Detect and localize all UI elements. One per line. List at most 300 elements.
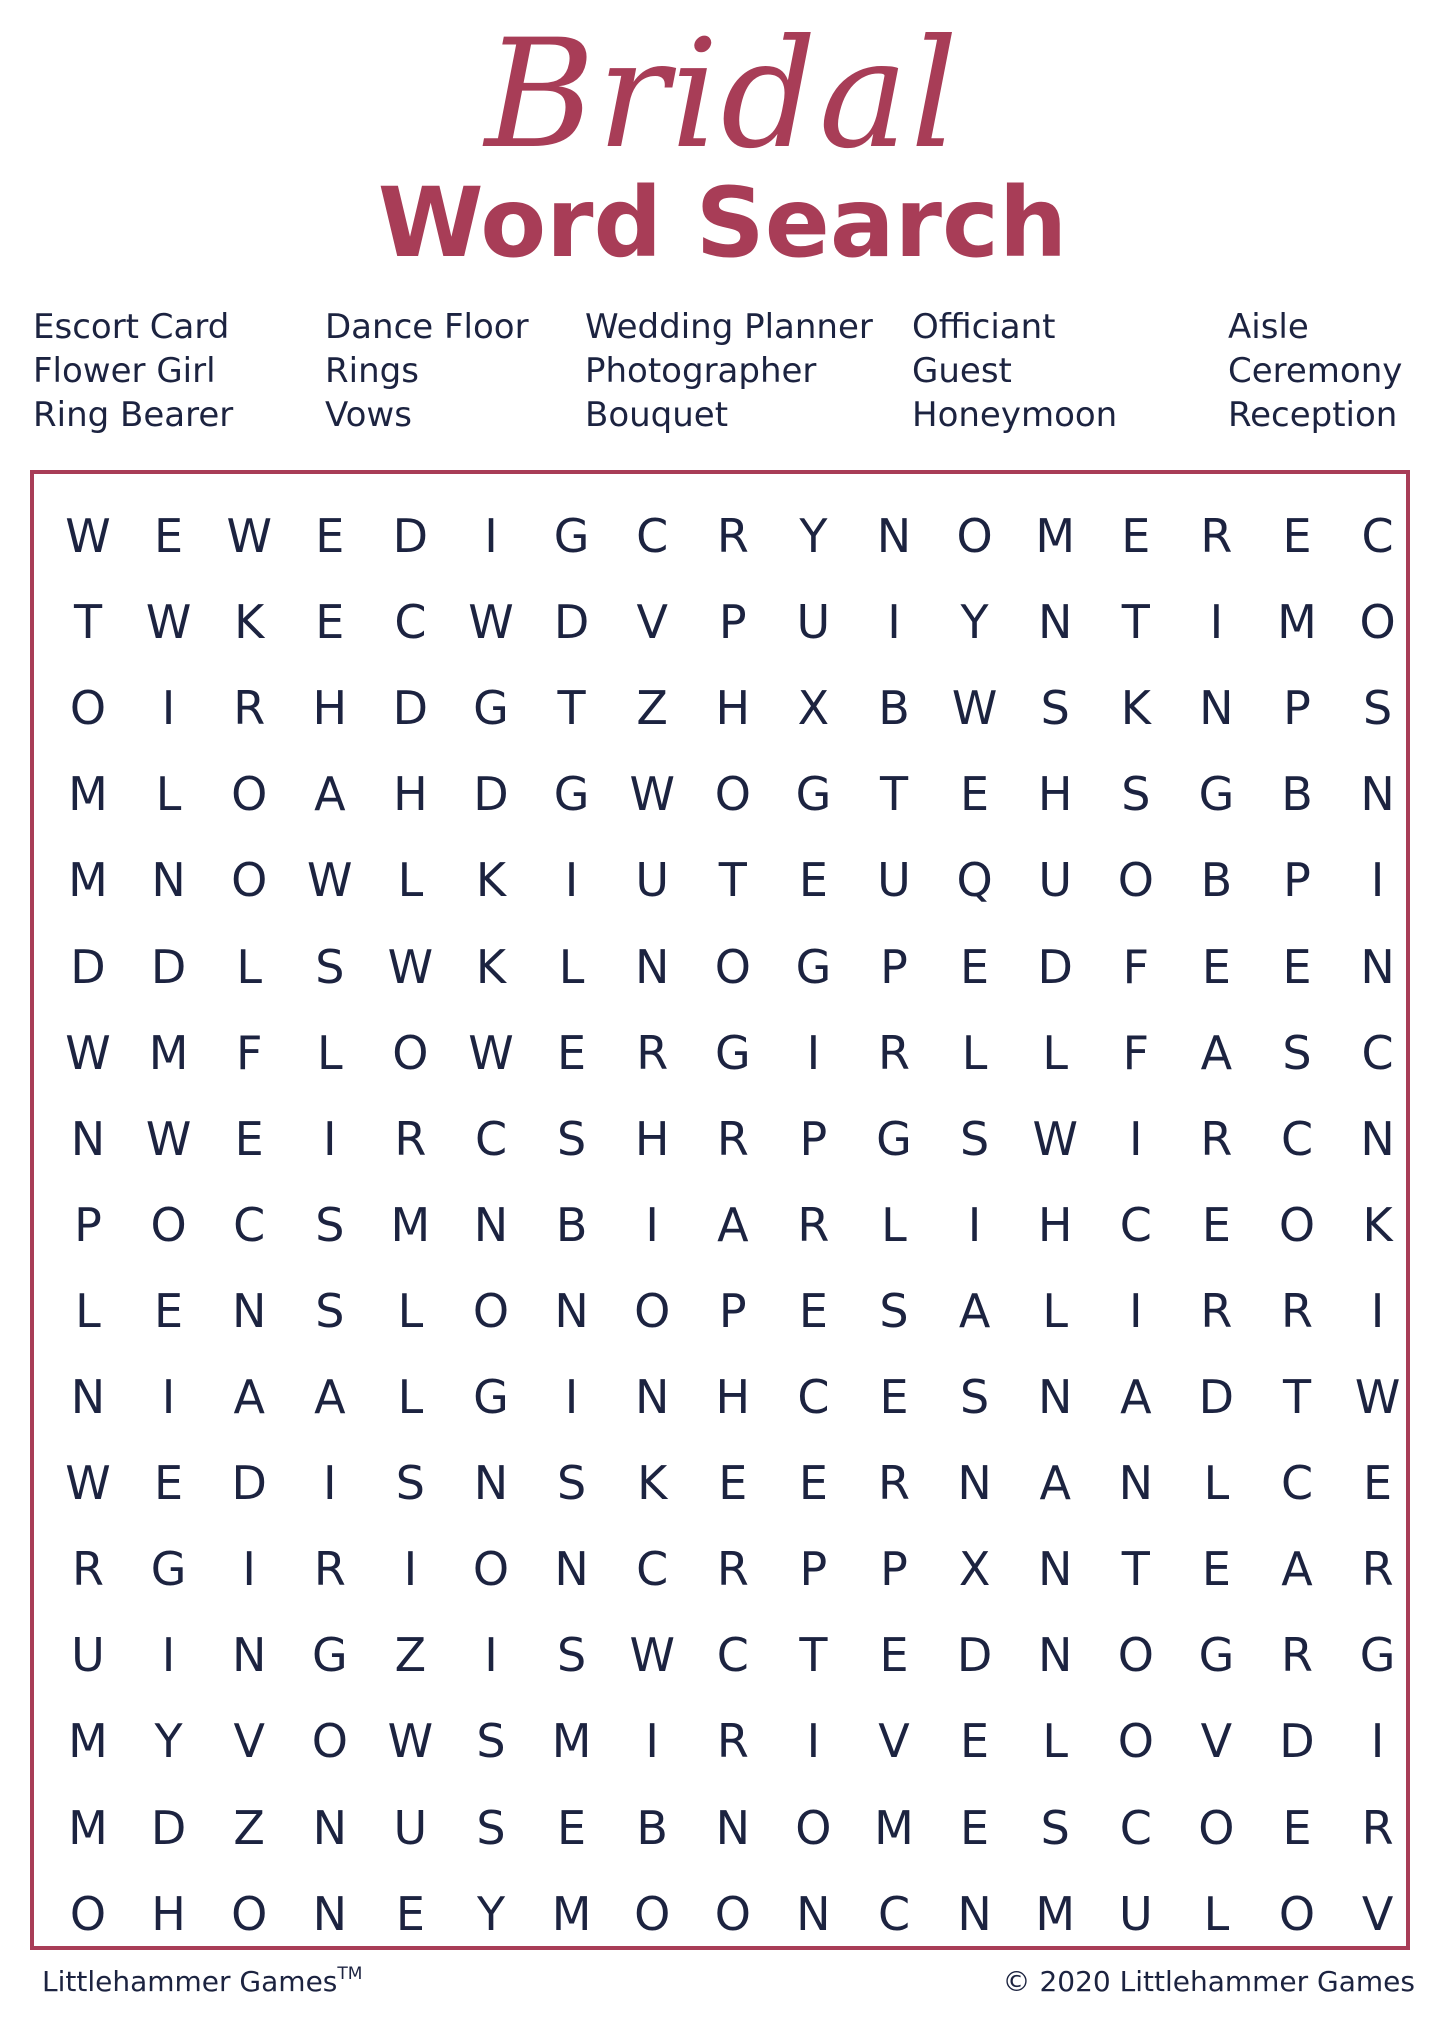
grid-cell[interactable]: I <box>161 1628 176 1683</box>
puzzle-frame <box>30 470 1410 1950</box>
grid-cell[interactable]: O <box>634 1886 671 1941</box>
grid-cell[interactable]: X <box>797 681 830 736</box>
grid-cell[interactable]: O <box>714 767 751 822</box>
grid-cell[interactable]: W <box>387 1714 434 1769</box>
grid-cell[interactable]: Z <box>233 1800 265 1855</box>
grid-cell[interactable]: N <box>231 1628 267 1683</box>
word-list <box>0 305 1445 445</box>
grid-cell[interactable]: P <box>799 1111 828 1166</box>
grid-cell[interactable]: L <box>1203 1456 1230 1511</box>
word-item: Reception <box>1228 395 1398 435</box>
grid-cell[interactable]: N <box>715 1800 750 1855</box>
word-item: Wedding Planner <box>585 307 873 347</box>
grid-cell[interactable]: N <box>151 853 186 908</box>
grid-cell[interactable]: T <box>1121 1542 1150 1597</box>
grid-cell[interactable]: W <box>1354 1370 1401 1424</box>
grid-cell[interactable]: H <box>715 681 751 736</box>
grid-cell[interactable]: Y <box>799 509 828 563</box>
grid-cell[interactable]: R <box>72 1542 104 1597</box>
grid-cell[interactable]: P <box>718 1283 747 1338</box>
grid-cell[interactable]: E <box>315 509 345 563</box>
grid-cell[interactable]: M <box>148 1025 189 1080</box>
grid-cell[interactable]: R <box>636 1025 669 1080</box>
grid-cell[interactable]: G <box>795 767 832 822</box>
grid-cell[interactable]: R <box>1200 1111 1233 1166</box>
grid-cell[interactable]: D <box>392 681 429 736</box>
grid-cell[interactable]: L <box>316 1025 343 1080</box>
grid-cell[interactable]: W <box>468 595 514 650</box>
grid-cell[interactable]: L <box>75 1283 101 1338</box>
grid-cell[interactable]: P <box>1283 681 1311 736</box>
grid-cell[interactable]: M <box>874 1800 914 1855</box>
grid-cell[interactable]: R <box>1200 1283 1233 1338</box>
grid-cell[interactable]: L <box>155 767 182 822</box>
grid-cell[interactable]: G <box>1359 1628 1396 1683</box>
grid-cell[interactable]: Z <box>636 681 668 736</box>
grid-cell[interactable]: D <box>956 1628 993 1683</box>
grid-cell[interactable]: I <box>484 1628 498 1683</box>
grid-cell[interactable]: N <box>312 1800 347 1855</box>
grid-cell[interactable]: N <box>473 1456 509 1511</box>
grid-cell[interactable]: S <box>1040 681 1070 736</box>
grid-cell[interactable]: M <box>1277 595 1317 650</box>
grid-cell[interactable]: O <box>1198 1800 1235 1855</box>
grid-cell[interactable]: D <box>473 767 509 822</box>
grid-cell[interactable]: R <box>716 1714 749 1769</box>
grid-cell[interactable]: K <box>1362 1197 1393 1252</box>
grid-cell[interactable]: M <box>390 1197 431 1252</box>
grid-cell[interactable]: B <box>878 681 910 736</box>
page-title: Word Search <box>377 167 1068 279</box>
grid-cell[interactable]: N <box>634 939 670 994</box>
grid-cell[interactable]: I <box>645 1714 659 1769</box>
grid-cell[interactable]: O <box>69 1886 107 1941</box>
grid-cell[interactable]: R <box>1361 1542 1394 1597</box>
grid-cell[interactable]: I <box>806 1714 821 1769</box>
grid-cell[interactable]: I <box>323 1111 337 1166</box>
grid-cell[interactable]: E <box>1282 509 1312 563</box>
grid-cell[interactable]: O <box>714 1886 751 1941</box>
grid-cell[interactable]: E <box>154 509 184 563</box>
grid-cell[interactable]: E <box>1363 1456 1393 1511</box>
grid-cell[interactable]: O <box>1278 1886 1316 1941</box>
grid-cell[interactable]: I <box>161 681 176 736</box>
grid-cell[interactable]: T <box>1121 595 1150 650</box>
grid-cell[interactable]: R <box>1281 1628 1313 1683</box>
grid-cell[interactable]: U <box>1038 853 1073 908</box>
grid-cell[interactable]: O <box>634 1283 671 1338</box>
grid-cell[interactable]: V <box>636 595 668 650</box>
grid-cell[interactable]: N <box>1360 1111 1395 1166</box>
grid-cell[interactable]: A <box>958 1283 991 1338</box>
grid-cell[interactable]: R <box>233 681 266 736</box>
grid-cell[interactable]: C <box>636 509 669 563</box>
grid-cell[interactable]: M <box>551 1714 592 1769</box>
grid-cell[interactable]: W <box>145 1111 192 1166</box>
grid-cell[interactable]: O <box>795 1800 832 1855</box>
grid-cell[interactable]: I <box>1370 1714 1385 1769</box>
grid-cell[interactable]: S <box>1040 1800 1070 1855</box>
grid-cell[interactable]: K <box>637 1456 668 1511</box>
grid-cell[interactable]: C <box>394 595 427 650</box>
grid-cell[interactable]: E <box>960 1714 990 1769</box>
grid-cell[interactable]: K <box>234 595 265 650</box>
script-title: Bridal <box>484 8 961 182</box>
grid-cell[interactable]: H <box>393 767 428 822</box>
grid-cell[interactable]: H <box>151 1886 186 1941</box>
grid-cell[interactable]: P <box>880 1542 908 1597</box>
grid-cell[interactable]: K <box>475 853 507 908</box>
grid-cell[interactable]: W <box>65 1025 111 1080</box>
grid-cell[interactable]: L <box>1042 1283 1068 1338</box>
grid-cell[interactable]: P <box>74 1197 102 1252</box>
grid-cell[interactable]: D <box>70 939 106 994</box>
grid-cell[interactable]: I <box>806 1025 821 1080</box>
grid-cell[interactable]: E <box>798 853 828 908</box>
grid-cell[interactable]: C <box>1280 1111 1314 1166</box>
grid-cell[interactable]: S <box>959 1370 990 1424</box>
grid-cell[interactable]: S <box>556 1111 587 1166</box>
grid-cell[interactable]: I <box>1129 1283 1143 1338</box>
grid-cell[interactable]: E <box>1201 1197 1231 1252</box>
grid-cell[interactable]: M <box>1035 1886 1076 1941</box>
grid-cell[interactable]: C <box>797 1370 830 1424</box>
grid-cell[interactable]: N <box>1037 1370 1073 1424</box>
grid-cell[interactable]: A <box>1120 1370 1152 1424</box>
grid-cell[interactable]: X <box>958 1542 991 1597</box>
grid-cell[interactable]: W <box>1032 1111 1078 1166</box>
grid-cell[interactable]: W <box>307 853 353 908</box>
grid-cell[interactable]: G <box>553 509 590 563</box>
grid-cell[interactable]: C <box>877 1886 911 1941</box>
grid-cell[interactable]: O <box>1117 1628 1154 1683</box>
grid-cell[interactable]: O <box>472 1542 510 1597</box>
grid-cell[interactable]: C <box>1119 1197 1152 1252</box>
grid-cell[interactable]: E <box>1201 939 1231 994</box>
grid-cell[interactable]: S <box>315 939 345 994</box>
grid-cell[interactable]: R <box>797 1197 830 1252</box>
grid-cell[interactable]: I <box>1370 853 1385 908</box>
grid-cell[interactable]: U <box>877 853 911 908</box>
grid-cell[interactable]: C <box>716 1628 749 1683</box>
grid-cell[interactable]: O <box>231 853 268 908</box>
grid-cell[interactable]: T <box>73 595 103 650</box>
grid-cell[interactable]: M <box>68 1800 108 1855</box>
grid-cell[interactable]: N <box>70 1370 106 1424</box>
grid-cell[interactable]: E <box>557 1800 587 1855</box>
grid-cell[interactable]: L <box>961 1025 988 1080</box>
grid-cell[interactable]: A <box>314 1370 346 1424</box>
grid-cell[interactable]: C <box>1119 1800 1152 1855</box>
grid-cell[interactable]: I <box>564 853 579 908</box>
grid-cell[interactable]: U <box>71 1628 105 1683</box>
grid-cell[interactable]: E <box>315 595 345 650</box>
grid-cell[interactable]: W <box>145 595 192 650</box>
grid-cell[interactable]: S <box>476 1800 506 1855</box>
grid-cell[interactable]: N <box>231 1283 267 1338</box>
grid-cell[interactable]: O <box>1359 595 1396 650</box>
grid-cell[interactable]: T <box>799 1628 828 1683</box>
grid-cell[interactable]: U <box>796 595 831 650</box>
grid-cell[interactable]: F <box>235 1025 263 1080</box>
grid-cell[interactable]: A <box>233 1370 265 1424</box>
grid-cell[interactable]: T <box>1282 1370 1312 1424</box>
grid-cell[interactable]: E <box>234 1111 264 1166</box>
grid-cell[interactable]: V <box>1200 1714 1233 1769</box>
grid-cell[interactable]: W <box>951 681 998 736</box>
grid-cell[interactable]: G <box>1198 767 1235 822</box>
grid-cell[interactable]: G <box>553 767 590 822</box>
grid-cell[interactable]: M <box>68 853 108 908</box>
grid-cell[interactable]: O <box>231 767 268 822</box>
grid-cell[interactable]: G <box>150 1542 187 1597</box>
grid-cell[interactable]: L <box>397 1370 424 1424</box>
grid-cell[interactable]: L <box>881 1197 907 1252</box>
grid-cell[interactable]: S <box>1282 1025 1312 1080</box>
grid-cell[interactable]: N <box>312 1886 347 1941</box>
grid-cell[interactable]: N <box>1037 595 1073 650</box>
grid-cell[interactable]: C <box>636 1542 669 1597</box>
grid-cell[interactable]: E <box>879 1370 909 1424</box>
grid-cell[interactable]: N <box>1118 1456 1153 1511</box>
grid-cell[interactable]: I <box>1209 595 1224 650</box>
grid-cell[interactable]: E <box>154 1456 184 1511</box>
grid-cell[interactable]: N <box>1360 939 1395 994</box>
grid-cell[interactable]: I <box>564 1370 579 1424</box>
grid-cell[interactable]: L <box>236 939 262 994</box>
grid-cell[interactable]: E <box>395 1886 425 1941</box>
grid-cell[interactable]: C <box>1361 509 1394 563</box>
grid-cell[interactable]: W <box>629 767 675 822</box>
grid-cell[interactable]: N <box>957 1886 992 1941</box>
grid-cell[interactable]: Y <box>960 595 989 650</box>
grid-cell[interactable]: R <box>1361 1800 1394 1855</box>
grid-cell[interactable]: L <box>558 939 585 994</box>
grid-cell[interactable]: A <box>314 767 346 822</box>
grid-cell[interactable]: D <box>150 939 187 994</box>
grid-cell[interactable]: D <box>1198 1370 1235 1424</box>
grid-cell[interactable]: I <box>1129 1111 1143 1166</box>
grid-cell[interactable]: Y <box>476 1886 506 1941</box>
grid-cell[interactable]: S <box>315 1283 345 1338</box>
grid-cell[interactable]: N <box>1037 1628 1073 1683</box>
grid-cell[interactable]: N <box>1199 681 1234 736</box>
grid-cell[interactable]: N <box>70 1111 106 1166</box>
grid-cell[interactable]: B <box>1200 853 1233 908</box>
grid-cell[interactable]: R <box>716 509 749 563</box>
grid-cell[interactable]: F <box>1122 939 1150 994</box>
grid-cell[interactable]: S <box>556 1628 587 1683</box>
grid-cell[interactable]: A <box>1039 1456 1071 1511</box>
word-item: Honeymoon <box>912 395 1118 435</box>
grid-cell[interactable]: N <box>957 1456 992 1511</box>
grid-cell[interactable]: I <box>484 509 498 563</box>
grid-cell[interactable]: R <box>878 1456 910 1511</box>
grid-cell[interactable]: O <box>956 509 993 563</box>
grid-cell[interactable]: W <box>387 939 434 994</box>
grid-cell[interactable]: W <box>65 1456 111 1511</box>
grid-cell[interactable]: E <box>798 1456 828 1511</box>
grid-cell[interactable]: E <box>879 1628 909 1683</box>
grid-cell[interactable]: D <box>553 595 590 650</box>
grid-cell[interactable]: P <box>799 1542 828 1597</box>
grid-cell[interactable]: I <box>403 1542 418 1597</box>
grid-cell[interactable]: O <box>1278 1197 1316 1252</box>
grid-cell[interactable]: Z <box>394 1628 427 1683</box>
grid-cell[interactable]: E <box>1282 939 1312 994</box>
grid-cell[interactable]: W <box>629 1628 675 1683</box>
grid-cell[interactable]: C <box>474 1111 508 1166</box>
grid-cell[interactable]: Y <box>154 1714 183 1769</box>
grid-cell[interactable]: H <box>1037 767 1073 822</box>
grid-cell[interactable]: G <box>473 1370 509 1424</box>
grid-cell[interactable]: R <box>1281 1283 1313 1338</box>
grid-cell[interactable]: H <box>634 1111 670 1166</box>
grid-cell[interactable]: E <box>960 767 990 822</box>
grid-cell[interactable]: O <box>150 1197 187 1252</box>
grid-cell[interactable]: E <box>960 1800 990 1855</box>
grid-cell[interactable]: E <box>1201 1542 1231 1597</box>
grid-cell[interactable]: G <box>311 1628 348 1683</box>
grid-cell[interactable]: D <box>1037 939 1073 994</box>
grid-cell[interactable]: I <box>242 1542 256 1597</box>
grid-cell[interactable]: M <box>68 1714 108 1769</box>
grid-cell[interactable]: S <box>1362 681 1393 736</box>
grid-cell[interactable]: S <box>959 1111 990 1166</box>
grid-cell[interactable]: M <box>551 1886 592 1941</box>
grid-cell[interactable]: N <box>796 1886 831 1941</box>
grid-cell[interactable]: D <box>392 509 429 563</box>
grid-cell[interactable]: I <box>887 595 901 650</box>
grid-cell[interactable]: M <box>68 767 108 822</box>
grid-cell[interactable]: T <box>557 681 586 736</box>
grid-cell[interactable]: A <box>1281 1542 1313 1597</box>
grid-cell[interactable]: N <box>1037 1542 1073 1597</box>
word-item: Vows <box>325 395 412 435</box>
trademark-mark: TM <box>337 1964 363 1984</box>
grid-cell[interactable]: I <box>1370 1283 1385 1338</box>
grid-cell[interactable]: S <box>1121 767 1151 822</box>
grid-cell[interactable]: E <box>960 939 990 994</box>
grid-cell[interactable]: E <box>798 1283 828 1338</box>
grid-cell[interactable]: L <box>397 853 424 908</box>
grid-cell[interactable]: I <box>967 1197 982 1252</box>
grid-cell[interactable]: R <box>1200 509 1233 563</box>
grid-cell[interactable]: R <box>394 1111 427 1166</box>
grid-cell[interactable]: I <box>645 1197 659 1252</box>
grid-cell[interactable]: V <box>1361 1886 1394 1941</box>
grid-cell[interactable]: N <box>473 1197 509 1252</box>
grid-cell[interactable]: O <box>1117 853 1154 908</box>
grid-cell[interactable]: O <box>231 1886 268 1941</box>
grid-cell[interactable]: O <box>69 681 107 736</box>
grid-cell[interactable]: O <box>311 1714 348 1769</box>
grid-cell[interactable]: P <box>880 939 908 994</box>
grid-cell[interactable]: N <box>634 1370 670 1424</box>
grid-cell[interactable]: L <box>397 1283 424 1338</box>
grid-cell[interactable]: C <box>233 1197 266 1252</box>
grid-cell[interactable]: K <box>1120 681 1151 736</box>
grid-cell[interactable]: E <box>1121 509 1151 563</box>
grid-cell[interactable]: S <box>395 1456 425 1511</box>
grid-cell[interactable]: P <box>718 595 747 650</box>
grid-cell[interactable]: E <box>557 1025 587 1080</box>
grid-cell[interactable]: N <box>554 1283 589 1338</box>
grid-cell[interactable]: E <box>718 1456 748 1511</box>
word-item: Officiant <box>912 307 1056 347</box>
grid-cell[interactable]: L <box>1042 1025 1068 1080</box>
grid-cell[interactable]: K <box>475 939 507 994</box>
grid-cell[interactable]: S <box>879 1283 909 1338</box>
grid-cell[interactable]: G <box>714 1025 751 1080</box>
grid-cell[interactable]: G <box>876 1111 912 1166</box>
grid-cell[interactable]: S <box>315 1197 345 1252</box>
grid-cell[interactable]: O <box>472 1283 510 1338</box>
grid-cell[interactable]: C <box>1361 1025 1394 1080</box>
grid-cell[interactable]: W <box>65 509 111 563</box>
grid-cell[interactable]: L <box>1203 1886 1230 1941</box>
grid-cell[interactable]: G <box>795 939 832 994</box>
grid-cell[interactable]: C <box>1280 1456 1314 1511</box>
grid-cell[interactable]: S <box>556 1456 587 1511</box>
grid-cell[interactable]: Q <box>956 853 993 908</box>
grid-cell[interactable]: W <box>226 509 272 563</box>
grid-cell[interactable]: T <box>879 767 909 822</box>
grid-cell[interactable]: D <box>231 1456 267 1511</box>
grid-cell[interactable]: U <box>635 853 670 908</box>
grid-cell[interactable]: H <box>1037 1197 1073 1252</box>
grid-cell[interactable]: B <box>1281 767 1313 822</box>
grid-cell[interactable]: R <box>313 1542 346 1597</box>
grid-cell[interactable]: V <box>233 1714 265 1769</box>
grid-cell[interactable]: N <box>876 509 912 563</box>
grid-cell[interactable]: I <box>323 1456 337 1511</box>
grid-cell[interactable]: F <box>1122 1025 1150 1080</box>
grid-cell[interactable]: U <box>393 1800 428 1855</box>
grid-cell[interactable]: V <box>878 1714 910 1769</box>
grid-cell[interactable]: O <box>392 1025 429 1080</box>
grid-cell[interactable]: P <box>1283 853 1311 908</box>
grid-cell[interactable]: I <box>161 1370 176 1424</box>
grid-cell[interactable]: E <box>1282 1800 1312 1855</box>
grid-cell[interactable]: D <box>1279 1714 1315 1769</box>
grid-cell[interactable]: A <box>1200 1025 1233 1080</box>
grid-cell[interactable]: H <box>715 1370 751 1424</box>
grid-cell[interactable]: H <box>312 681 348 736</box>
grid-cell[interactable]: G <box>1198 1628 1235 1683</box>
grid-cell[interactable]: O <box>714 939 751 994</box>
grid-cell[interactable]: W <box>468 1025 514 1080</box>
grid-cell[interactable]: E <box>154 1283 184 1338</box>
grid-cell[interactable]: R <box>878 1025 910 1080</box>
grid-cell[interactable]: T <box>718 853 747 908</box>
grid-cell[interactable]: N <box>554 1542 589 1597</box>
grid-cell[interactable]: S <box>476 1714 506 1769</box>
grid-cell[interactable]: B <box>636 1800 668 1855</box>
grid-cell[interactable]: G <box>473 681 509 736</box>
grid-cell[interactable]: R <box>716 1111 749 1166</box>
grid-cell[interactable]: M <box>1035 509 1076 563</box>
grid-cell[interactable]: U <box>1118 1886 1153 1941</box>
grid-cell[interactable]: O <box>1117 1714 1154 1769</box>
grid-cell[interactable]: L <box>1042 1714 1068 1769</box>
grid-cell[interactable]: D <box>150 1800 187 1855</box>
grid-cell[interactable]: B <box>555 1197 588 1252</box>
grid-cell[interactable]: N <box>1360 767 1395 822</box>
word-item: Rings <box>325 351 419 391</box>
grid-cell[interactable]: A <box>717 1197 749 1252</box>
grid-cell[interactable]: R <box>716 1542 749 1597</box>
